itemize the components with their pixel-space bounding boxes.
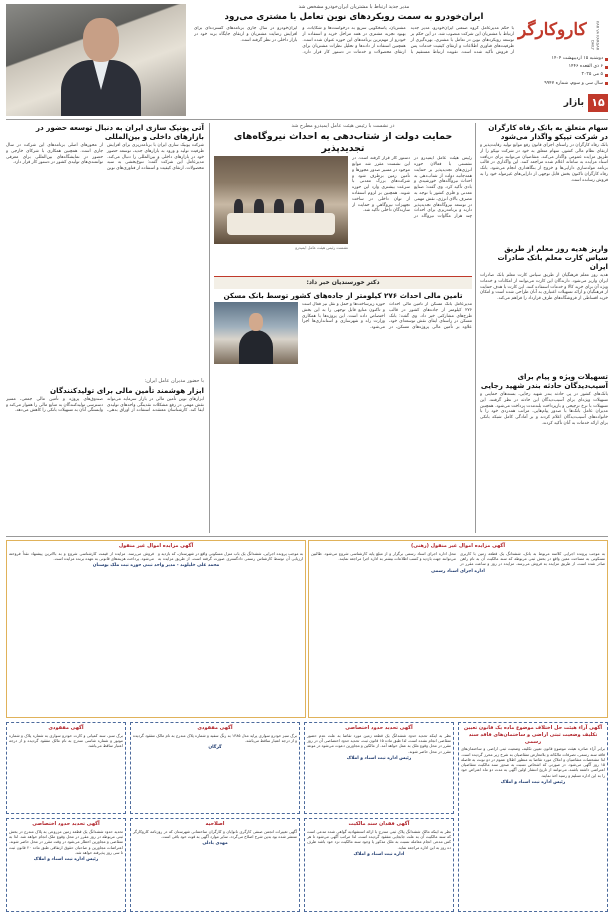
portrait-photo	[6, 4, 186, 116]
article-title: ابزار هوشمند تأمین مالی برای تولیدکنندگان	[49, 385, 204, 395]
issue-meta-line: ۵ می ۲۰۲۵	[518, 72, 608, 78]
person-figure	[61, 14, 141, 116]
issue-meta-line: دوشنبه ۱۵ اردیبهشت ۱۴۰۴	[518, 56, 608, 62]
ad-body: نظر به اینکه تحدید حدود ششدانگ یک قطعه زمین مورد تقاضا به علت عدم حضور متقاضی انجام نشده است، لذا طبق ماده ۱۵ قانون ثبت، تحدید حدود اختصاصی آن در روز مقرر در محل وقوع ملک به عمل خواهد آمد. از مالکین و مجاورین دعوت می‌شود در موعد مقرر در محل حاضر شوند.	[307, 732, 451, 754]
top-story-kicker: مدیر جدید ارتباط با مشتریان ایران‌خودرو مشخص شد	[298, 4, 410, 10]
article-body: بانک‌های کشور در پی حادثه بندر شهید رجایی، بسته‌های حمایتی و تسهیلات ویژه‌ای برای آسیب‌دیدگان این حادثه در نظر گرفتند. این تسهیلات با نرخ ترجیحی و بازپرداخت بلندمدت پرداخت می‌شود. همچنین مدیران عامل بانک‌ها با صدور پیام‌هایی، مراتب همدردی خود را با خانواده‌های آسیب‌دیدگان اعلام کردند و بر آمادگی کامل شبکه بانکی برای ارائه خدمات به آنان تأکید کردند.	[480, 392, 608, 426]
logo	[518, 10, 608, 50]
divider	[475, 123, 476, 533]
ad-signature: رئیس اداره ثبت اسناد و املاک	[346, 755, 412, 761]
ad-body: آگهی تغییرات انجمن صنفی کارگری نانوایان و کارگران ساختمانی شهرستان که در روزنامه کاروکارگر منتشر شده بود بدین شرح اصلاح می‌گردد. سایر موارد آگهی به قوت خود باقی است.	[133, 828, 297, 840]
ad-body: به موجب پرونده اجرایی کلاسه مربوط به بانک، ششدانگ یک قطعه زمین با کاربری مسکونی به مساحت معین واقع در بخش ثبتی مربوطه که سند مالکیت آن به نام راهن صادر شده است، از طریق مزایده به فروش می‌رسد. مزایده در روز و ساعت مقرر در محل اداره اجرای اسناد رسمی برگزار و از مبلغ پایه کارشناسی شروع می‌شود. طالبین می‌توانند جهت بازدید و کسب اطلاعات بیشتر به اداره اجرا مراجعه نمایند.	[311, 550, 605, 567]
masthead	[518, 4, 608, 116]
photo-caption: نشست رئیس هیئت عامل ایمیدرو	[295, 245, 348, 251]
article-body: ابزارهای نوین تأمین مالی در بازار سرمایه می‌تواند نقش مهمی در رفع مشکلات نقدینگی واحدهای تولیدی ایفا کند. کارشناسان معتقدند استفاده از اوراق بدهی، صندوق‌های پروژه و تأمین مالی جمعی، مسیر دسترسی تولیدکنندگان به منابع مالی را هموار می‌کند و وابستگی آنان به تسهیلات بانکی را کاهش می‌دهد.	[6, 396, 204, 414]
article-title: تامین مالی احداث ۲۷۶ کیلومتر از جاده‌های کشور توسط بانک مسکن	[223, 291, 463, 301]
ad-signature: اداره اجرای اسناد رسمی	[431, 568, 485, 574]
ad-body: برگ سبز خودرو سواری پراید مدل ۱۳۸۵ به رنگ سفید و شماره پلاک مندرج به نام مالک مفقود گردیده و از درجه اعتبار ساقط می‌باشد.	[133, 732, 298, 744]
ad-title: آگهی مزایده اموال غیر منقول (رهنی)	[410, 543, 506, 549]
divider	[6, 119, 608, 120]
top-story-body: با حکم مدیرعامل گروه صنعتی ایران‌خودرو، مدیر جدید ارتباط با مشتریان این شرکت منصوب شد. در این حکم بر توسعه رویکردهای نوین در تعامل با مشتری، بهره‌گیری از ظرفیت‌های فناوری اطلاعات و ارتقای کیفیت خدمات پس از فروش تأکید شده است. تقویت ارتباط مستقیم با مشتریان، پاسخگویی سریع به درخواست‌ها و شکایات، و بهبود تجربه مشتری در همه مراحل خرید و استفاده از خودرو از مهم‌ترین برنامه‌های این حوزه عنوان شده است. همچنین استفاده از داده‌ها و تحلیل نظرات مشتریان برای ارتقای محصولات و خدمات در دستور کار قرار دارد. ایران‌خودرو در سال جاری برنامه‌های گسترده‌ای برای افزایش رضایت مشتریان و ارتقای جایگاه برند خود در بازار داخلی در نظر گرفته است.	[194, 26, 514, 55]
ad-signature: گرگان	[208, 745, 222, 751]
logo-text: کاروکارگر	[518, 19, 587, 40]
article-body: بانک رفاه کارگران در راستای اجرای قانون رفع موانع تولید رقابت‌پذیر و ارتقای نظام مالی کشور، سهام متعلق به خود در شرکت تیپکو را از طریق مزایده عمومی واگذار می‌کند. متقاضیان می‌توانند برای دریافت اسناد مزایده به سامانه اعلام شده مراجعه کنند. این واگذاری در قالب برنامه مولدسازی دارایی‌ها و خروج از بنگاهداری انجام می‌شود. بانک رفاه کارگران تاکنون بخش قابل توجهی از دارایی‌های غیرمولد خود را به فروش رسانده است.	[480, 143, 608, 183]
bullet-icon	[605, 66, 608, 69]
ad-lost-2	[6, 722, 126, 814]
page-badge	[564, 94, 608, 112]
ad-body: برابر آراء صادره هیئت موضوع قانون تعیین تکلیف وضعیت ثبتی اراضی و ساختمان‌های فاقد سند رسمی، تصرفات مالکانه و بلامعارض متقاضیان به شرح زیر محرز گردیده است. لذا مشخصات متقاضیان و املاک مورد تقاضا به منظور اطلاع عموم در دو نوبت به فاصله ۱۵ روز آگهی می‌شود. در صورتی که اشخاص نسبت به صدور سند مالکیت متقاضیان اعتراضی داشته باشند، می‌توانند از تاریخ انتشار اولین آگهی به مدت دو ماه اعتراض خود را به این اداره تسلیم و رسید اخذ نمایند.	[461, 746, 605, 778]
ad-correction	[130, 818, 300, 912]
ad-title: آگهی تحدید حدود اختصاصی	[345, 725, 413, 731]
official-photo	[214, 302, 298, 364]
divider	[6, 536, 608, 537]
article-title: واریز هدیه روز معلم از طریق سیاس کارت معلم بانک صادرات ایران	[497, 244, 608, 271]
ad-body: تحدید حدود ششدانگ یک قطعه زمین مزروعی به پلاک مندرج در بخش ثبتی مربوطه در روز مقرر در محل وقوع ملک انجام خواهد شد. لذا به متقاضی و مجاورین اخطار می‌شود در وقت مقرر در محل حاضر شوند. اعتراضات مجاورین و صاحبان حقوق ارتفاقی طبق ماده ۲۰ قانون ثبت تا سی روز پذیرفته خواهد شد.	[9, 828, 123, 855]
bullet-icon	[605, 82, 608, 85]
ad-title: آگهی آراء هیئت حل اختلاف موضوع ماده یک قانون تعیین تکلیف وضعیت ثبتی اراضی و ساختمان‌های فاقد سند رسمی	[463, 725, 603, 745]
bullet-icon	[605, 58, 608, 61]
ad-title: اصلاحیه	[205, 821, 225, 827]
ad-signature: رئیس اداره ثبت اسناد و املاک	[500, 779, 566, 785]
ad-signature: رئیس اداره ثبت اسناد و املاک	[33, 857, 99, 863]
article-maskan	[214, 276, 472, 533]
article-title: آتی یونیک سازی ایران به دنبال توسعه حضور در بازارهای داخلی و بین‌المللی	[35, 123, 204, 141]
issue-meta-line: سال سی و سوم، شماره ۹۹۴۷	[518, 81, 608, 87]
ad-title: آگهی مفقودی	[197, 725, 233, 731]
ad-signature: محمد علی خلیلوند - مدیر واحد ثبتی حوزه ثبت ملک بوستان	[92, 563, 220, 569]
article-title: سهام متعلق به بانک رفاه کارگران در شرکت تیپکو واگذار می‌شود	[488, 123, 608, 141]
ad-boundary-1	[304, 722, 454, 814]
article-body: شرکت یونیک سازی ایران با برنامه‌ریزی برای افزایش ظرفیت تولید و ورود به بازارهای جدید، توسعه حضور خود در بازارهای داخلی و بین‌المللی را دنبال می‌کند. مدیرعامل این شرکت گفت: تنوع‌بخشی به سبد محصولات، ارتقای کیفیت و استفاده از فناوری‌های نوین از محورهای اصلی برنامه‌های این شرکت در سال جاری است. همچنین همکاری با شرکای خارجی و حضور در نمایشگاه‌های بین‌المللی برای معرفی توانمندی‌های تولیدی کشور در دستور کار قرار دارد.	[6, 143, 204, 172]
meeting-photo	[214, 156, 348, 244]
article-port-aid	[480, 372, 608, 532]
ad-lost-1	[130, 722, 300, 814]
page-number: ۱۵	[588, 94, 608, 112]
article-kicker: با حضور مدیران عامل ایران:	[144, 378, 204, 384]
article-kicker: در نشست با رئیس هیئت عامل ایمیدرو مطرح شد	[291, 123, 395, 129]
article-body: مدیرعامل بانک مسکن از تأمین مالی احداث ۲۷۶ کیلومتر از جاده‌های کشور در قالب طرح‌های مشارکتی خبر داد. وی گفت: بانک مسکن در راستای ایفای نقش توسعه‌ای خود، علاوه بر تأمین مالی پروژه‌های مسکن، در حوزه زیرساخت‌ها و حمل و نقل نیز فعال است و تاکنون منابع قابل توجهی را به این بخش اختصاص داده است. این پروژه‌ها با همکاری وزارت راه و شهرسازی و استانداری‌ها اجرا می‌شود.	[302, 302, 472, 331]
top-story-title: ایران‌خودرو به سمت رویکردهای نوین تعامل با مشتری می‌رود	[224, 11, 484, 22]
ad-title: آگهی فقدان سند مالکیت	[348, 821, 410, 827]
ad-signature: اداره ثبت اسناد و املاک	[353, 851, 405, 857]
article-unique	[6, 123, 204, 373]
ad-boundary-2	[6, 818, 126, 912]
article-rafah	[480, 123, 608, 241]
ad-title: آگهی تحدید حدود اختصاصی	[32, 821, 100, 827]
ad-auction-2	[6, 540, 306, 718]
issue-meta	[518, 56, 608, 87]
logo-subtitle: KAR VA KARGAR DAILY	[590, 20, 600, 50]
ad-auction-1	[308, 540, 608, 718]
bullet-icon	[605, 74, 608, 77]
top-story	[194, 4, 514, 116]
issue-meta-line: ۶ ذی القعده ۱۴۴۶	[518, 64, 608, 70]
ad-land-dispute	[458, 722, 608, 912]
article-title: حمایت دولت از شتاب‌دهی به احداث نیروگاه‌های تجدیدپذیر	[233, 130, 453, 154]
ad-body: به موجب پرونده اجرایی، ششدانگ یک باب منزل مسکونی واقع در شهرستان، که بازدید و ارزیابی آن توسط کارشناس رسمی دادگستری صورت گرفته است، از طریق مزایده به فروش می‌رسد. مزایده از قیمت کارشناسی شروع و به بالاترین پیشنهاد نقداً فروخته می‌شود. پرداخت هزینه‌های قانونی به عهده برنده مزایده است.	[9, 550, 303, 562]
article-body: رئیس هیئت عامل ایمیدرو در نشستی با فعالان حوزه انرژی‌های تجدیدپذیر بر حمایت همه‌جانبه دولت از شتاب‌دهی به احداث نیروگاه‌های خورشیدی و بادی تأکید کرد. وی گفت: صنایع معدنی و فلزی کشور با توجه به مصرف بالای انرژی، نقش مهمی در توسعه نیروگاه‌های تجدیدپذیر دارند و برنامه‌ریزی برای احداث چند هزار مگاوات نیروگاه در دستور کار قرار گرفته است. در این نشست مقرر شد موانع موجود در مسیر صدور مجوزها و تأمین زمین برطرف شود و شرکت‌های بزرگ معدنی با سرعت بیشتری وارد این حوزه شوند. همچنین بر لزوم استفاده از توان داخلی در ساخت تجهیزات نیروگاهی و حمایت از سازندگان داخلی تأکید شد.	[352, 156, 472, 220]
ad-body: نظر به اینکه مالک ششدانگ پلاک ثبتی مندرج با ارائه استشهادیه گواهی شده مدعی است که سند مالکیت آن به علت جابجایی مفقود گردیده است، لذا مراتب آگهی می‌شود تا هر کس مدعی انجام معامله نسبت به ملک مذکور یا وجود سند مالکیت نزد خود باشد ظرف ده روز به این اداره مراجعه نماید.	[307, 828, 451, 850]
ad-body: برگ سبز، سند کمپانی و کارت خودرو سواری به شماره پلاک و شماره موتور و شماره شاسی مندرج به نام مالک مفقود گردیده و از درجه اعتبار ساقط می‌باشد.	[9, 732, 123, 749]
article-teacher-gift	[480, 244, 608, 368]
divider	[209, 123, 210, 533]
article-main	[214, 123, 472, 273]
ad-lost-deed	[304, 818, 454, 912]
callout-title: دکتر خورسندیان خبر داد:	[214, 276, 472, 289]
article-title: تسهیلات ویژه و پیام برای آسیب‌دیدگان حادثه بندر شهید رجایی	[480, 372, 608, 390]
ad-signature: مهدی بادلی	[202, 841, 228, 847]
section-name: بازار	[563, 97, 584, 108]
ad-title: آگهی مفقودی	[48, 725, 84, 731]
article-body: هدیه روز معلم فرهنگیان از طریق سیاس کارت معلم بانک صادرات ایران واریز می‌شود. دارندگان این کارت می‌توانند از امکانات و خدمات ویژه آن برای خرید کالا و خدمات استفاده کنند. این کارت با هدف حمایت از فرهنگیان و ارائه تسهیلات اعتباری به آنان طراحی شده است و امکان خرید اقساطی از فروشگاه‌های طرف قرارداد را فراهم می‌کند.	[480, 273, 608, 302]
ad-title: آگهی مزایده اموال غیر منقول	[118, 543, 194, 549]
article-finance	[6, 378, 204, 533]
